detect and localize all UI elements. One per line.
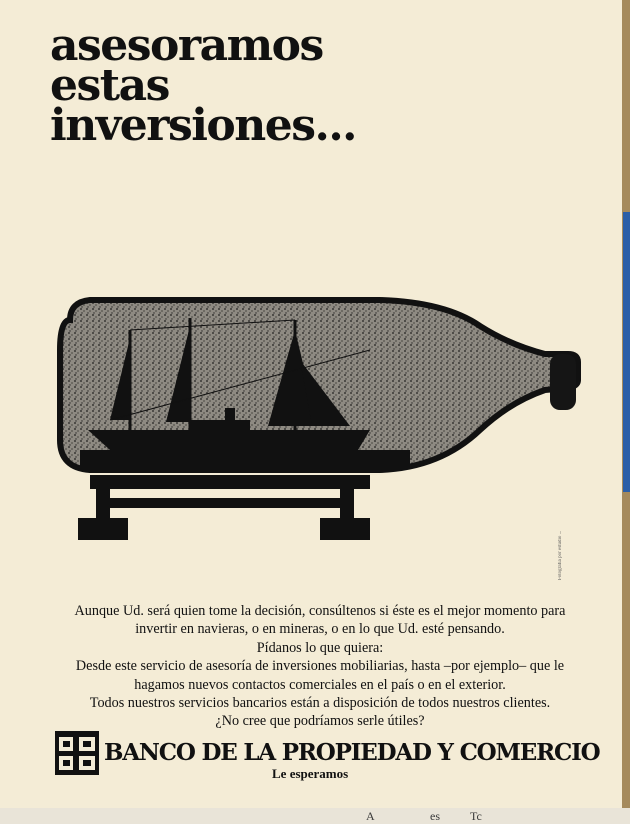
body-line: invertir en navieras, o en mineras, o en lo que Ud. esté pensando. <box>135 621 505 638</box>
headline <box>50 20 356 151</box>
body-line: ¿No cree que podríamos serle útiles? <box>215 713 425 730</box>
ship-hull <box>88 430 370 450</box>
next-page-strip <box>0 808 630 824</box>
body-copy <box>40 602 600 731</box>
body-line: Aunque Ud. será quien tome la decisión, consúltenos si éste es el mejor momento para <box>74 603 566 619</box>
bank-name: BANCO DE LA PROPIEDAD Y COMERCIO <box>104 739 600 766</box>
page-tab <box>623 212 630 492</box>
bottle-cork <box>550 354 576 410</box>
body-line: Todos nuestros servicios bancarios están a disposición de todos nuestros clientes. <box>89 695 551 712</box>
headline-line-3: inversiones... <box>50 100 356 151</box>
photo-credit: Fotografía por estudio ... <box>558 530 563 580</box>
stand-top <box>90 475 370 489</box>
tagline: Le esperamos <box>272 766 349 781</box>
body-line: Pídanos lo que quiera: <box>256 639 384 656</box>
bank-logo-icon <box>55 731 99 775</box>
strip-text: A <box>366 809 375 823</box>
strip-text: Tc <box>470 809 482 823</box>
body-line: hagamos nuevos contactos comerciales en el país o en el exterior. <box>134 676 506 693</box>
strip-text: es <box>430 809 440 823</box>
ship-in-bottle-icon <box>50 290 590 560</box>
headline-line-2: estas <box>50 60 169 111</box>
headline-line-1: asesoramos <box>50 20 323 71</box>
body-line: Desde este servicio de asesoría de inversiones mobiliarias, hasta –por ejemplo– que le <box>75 658 565 675</box>
